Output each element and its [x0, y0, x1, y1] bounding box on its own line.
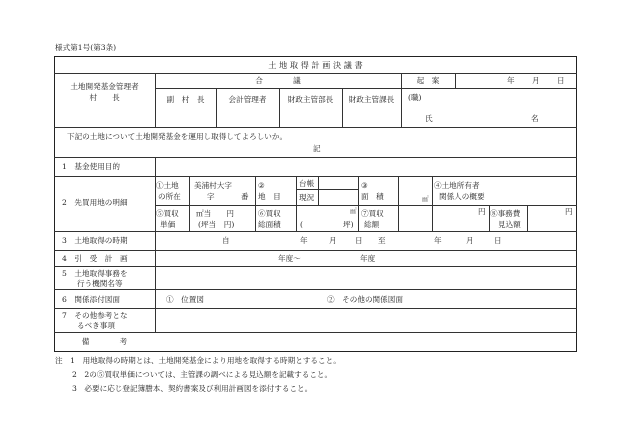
- rule: [318, 176, 319, 205]
- rule: [155, 205, 577, 206]
- rule: [432, 176, 433, 231]
- rule: [54, 127, 577, 128]
- total-area-unit: ㎡: [350, 207, 357, 215]
- area-label: 面 積: [361, 192, 384, 201]
- row-remarks: 備 考: [81, 337, 128, 346]
- finance-section-chief-label: 財政主管課長: [348, 95, 395, 104]
- rule: [54, 176, 577, 177]
- area-unit: ㎡: [422, 195, 429, 203]
- attachment-location-map: ① 位置図: [166, 295, 204, 304]
- period-month-2: 月: [466, 236, 474, 245]
- draft-day: 日: [557, 76, 565, 85]
- given-name-label: 名: [531, 114, 539, 123]
- draft-label: 起 案: [416, 76, 440, 85]
- rule: [401, 88, 577, 89]
- period-day-1: 日: [355, 236, 363, 245]
- period-year-1: 年: [300, 236, 308, 245]
- tsubo-open: (: [300, 220, 303, 229]
- price-per-m2: ㎡当 円: [196, 209, 234, 218]
- rule: [216, 88, 217, 127]
- note-2: 2 2の⑤買収単価については、主管課の調べによる見込額を記載すること。: [72, 370, 333, 379]
- total-price-label-2: 総額: [364, 220, 380, 229]
- land-category-number: ②: [258, 181, 265, 190]
- unit-price-label-1: ⑤買収: [156, 209, 179, 218]
- total-price-label-1: ⑦買収: [361, 209, 384, 218]
- period-year-2: 年: [434, 236, 442, 245]
- total-price-unit: 円: [478, 207, 486, 216]
- position-label: (職): [408, 93, 422, 102]
- area-number: ③: [361, 181, 368, 190]
- row-underwriting-plan: 4 引 受 計 画: [62, 254, 128, 263]
- village-prefix: 美浦村大字: [194, 181, 232, 190]
- total-area-label-1: ⑥買収: [258, 209, 281, 218]
- current-status-label: 現況: [299, 193, 315, 202]
- rule: [54, 266, 577, 267]
- owner-label-1: ④土地所有者: [434, 181, 480, 190]
- form-title: 土 地 取 得 計 画 決 議 書: [268, 60, 363, 70]
- rule: [155, 88, 401, 89]
- accounting-manager-label: 会計管理者: [228, 95, 267, 104]
- rule: [54, 308, 577, 309]
- rule: [279, 88, 280, 127]
- tsubo-close: 坪): [343, 220, 354, 229]
- rule: [54, 73, 577, 74]
- period-to: 至: [378, 236, 386, 245]
- ki-label: 記: [313, 144, 321, 153]
- rule: [54, 157, 577, 158]
- rule: [342, 88, 343, 127]
- rule: [455, 73, 456, 88]
- finance-director-label: 財政主管部長: [287, 95, 334, 104]
- row-attachments: 6 関係添付図面: [62, 295, 120, 304]
- mayor-label: 村 長: [89, 93, 120, 102]
- office-cost-unit: 円: [565, 207, 573, 216]
- consultation-label: 合 議: [255, 76, 301, 85]
- location-label-1: ①土地: [156, 181, 179, 190]
- period-day-2: 日: [494, 236, 502, 245]
- price-per-tsubo: (坪当 円): [198, 220, 235, 229]
- period-from: 自: [222, 236, 230, 245]
- draft-year: 年: [507, 76, 515, 85]
- rule: [398, 176, 399, 231]
- surname-label: 氏: [425, 114, 433, 123]
- rule: [296, 176, 297, 231]
- row-acquisition-period: 3 土地取得の時期: [62, 236, 128, 245]
- plan-fiscal-year-from: 年度〜: [278, 254, 301, 263]
- row-office-line1: 5 土地取得事務を: [62, 269, 128, 278]
- rule: [255, 176, 256, 231]
- row-other-line1: 7 その他参考とな: [62, 311, 128, 320]
- note-1: 注 1 用地取得の時期とは、土地開発基金により用地を取得する時期とすること。: [55, 356, 341, 365]
- deputy-mayor-label: 副 村 長: [166, 95, 205, 104]
- plan-fiscal-year-to: 年度: [360, 254, 376, 263]
- row-office-line2: 行う機関名等: [77, 279, 123, 288]
- rule: [296, 189, 358, 190]
- attachment-other-drawings: ② その他の関係図面: [327, 295, 403, 304]
- row-land-details: 2 先買用地の明細: [62, 198, 128, 207]
- aza-label: 字: [207, 192, 215, 201]
- ban-label: 番: [241, 192, 249, 201]
- rule: [527, 205, 528, 231]
- land-category-label: 地 目: [258, 192, 281, 201]
- draft-month: 月: [532, 76, 540, 85]
- form-number: 様式第1号(第3条): [55, 43, 117, 52]
- office-cost-label-1: ⑧事務費: [490, 209, 521, 218]
- owner-label-2: 関係人の概要: [439, 192, 485, 201]
- manager-label: 土地開発基金管理者: [70, 82, 139, 91]
- location-label-2: の所在: [158, 192, 181, 201]
- rule: [358, 176, 359, 231]
- note-3: 3 必要に応じ登記簿謄本、契約書案及び利用計画図を添付すること。: [72, 384, 313, 393]
- row-fund-purpose: 1 基金使用目的: [62, 162, 120, 171]
- register-label: 台帳: [299, 179, 315, 188]
- intro-text: 下記の土地について土地開発基金を運用し取得してよろしいか。: [67, 132, 288, 141]
- rule: [54, 289, 577, 290]
- rule: [189, 176, 190, 231]
- unit-price-label-2: 単価: [160, 220, 176, 229]
- total-area-label-2: 総面積: [258, 220, 281, 229]
- rule: [54, 332, 577, 333]
- rule: [54, 231, 577, 232]
- period-month-1: 月: [329, 236, 337, 245]
- office-cost-label-2: 見込額: [498, 220, 521, 229]
- row-other-line2: るべき事項: [77, 321, 115, 330]
- rule: [54, 250, 577, 251]
